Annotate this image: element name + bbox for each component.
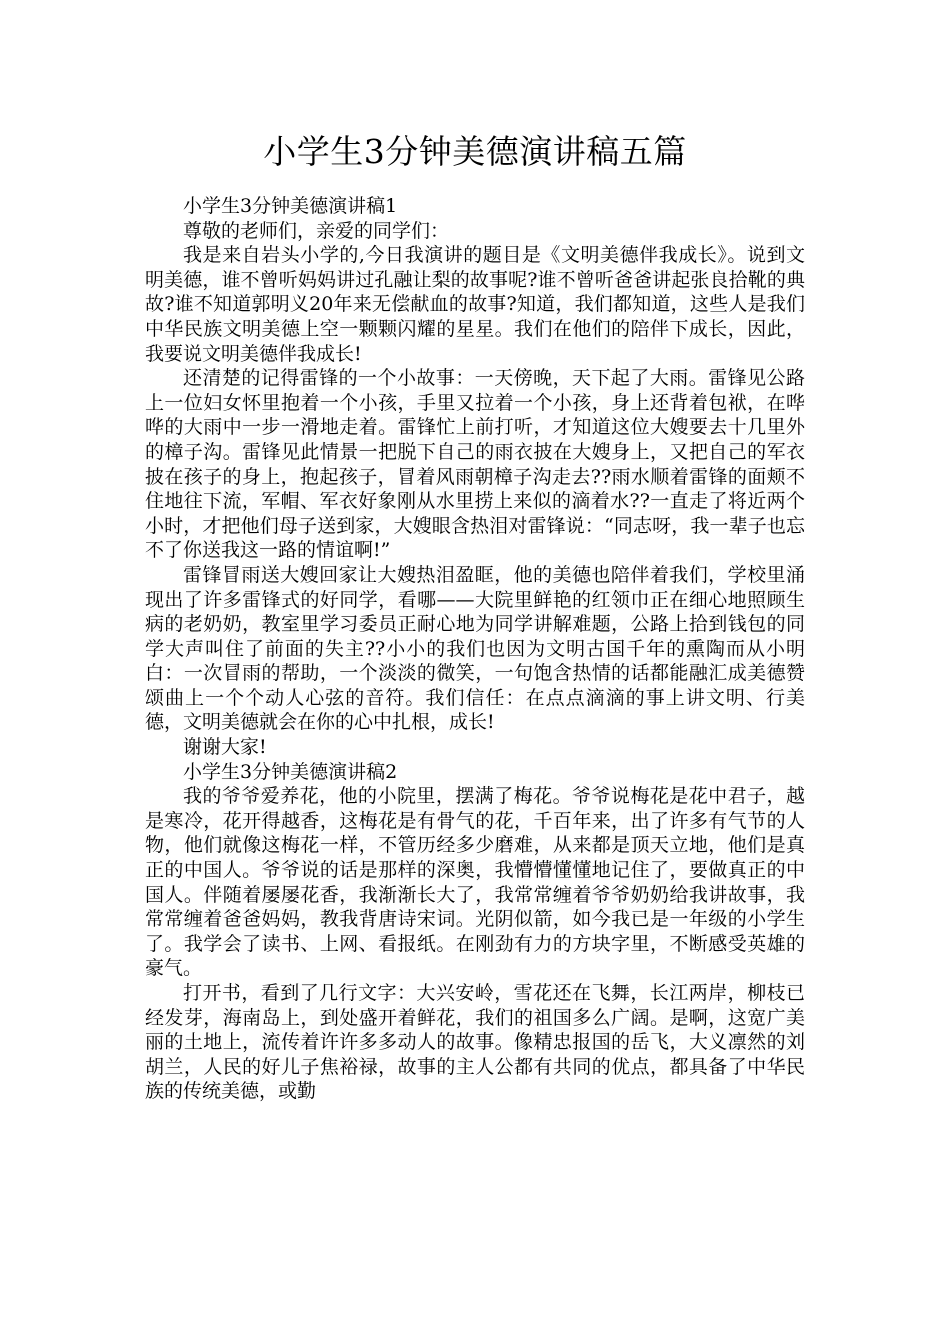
paragraph-school-virtue: 雷锋冒雨送大嫂回家让大嫂热泪盈眶，他的美德也陪伴着我们，学校里涌现出了许多雷锋式的好同学，看哪——大院里鲜艳的红领巾正在细心地照顾生病的老奶奶，教室里学习委员正耐心地为同学讲解难题，公路上拾到钱包的同学大声叫住了前面的失主??小小的我们也因为文明古国千年的熏陶而从小明白：一次冒雨的帮助，一个淡淡的微笑，一句饱含热情的话都能融汇成美德赞颂曲上一个个动人心弦的音符。我们信任：在点点滴滴的事上讲文明、行美德，文明美德就会在你的心中扎根，成长! xyxy=(145,563,805,734)
document-body xyxy=(145,194,805,1104)
paragraph-open-book: 打开书，看到了几行文字：大兴安岭，雪花还在飞舞，长江两岸，柳枝已经发芽，海南岛上，到处盛开着鲜花，我们的祖国多么广阔。是啊，这宽广美丽的土地上，流传着许许多多动人的故事。像精忠报国的岳飞，大义凛然的刘胡兰，人民的好儿子焦裕禄，故事的主人公都有共同的优点，都具备了中华民族的传统美德，或勤 xyxy=(145,982,805,1103)
paragraph-greeting: 尊敬的老师们，亲爱的同学们： xyxy=(183,219,450,242)
paragraph-speech2-heading: 小学生3分钟美德演讲稿2 xyxy=(183,760,398,783)
paragraph-intro: 我是来自岩头小学的,今日我演讲的题目是《文明美德伴我成长》。说到文明美德，谁不曾听妈妈讲过孔融让梨的故事呢?谁不曾听爸爸讲起张良拾靴的典故?谁不知道郭明义20年来无偿献血的故事?知道，我们都知道，这些人是我们中华民族文明美德上空一颗颗闪耀的星星。我们在他们的陪伴下成长，因此，我要说文明美德伴我成长! xyxy=(145,244,805,365)
paragraph-speech1-heading: 小学生3分钟美德演讲稿1 xyxy=(183,195,398,217)
paragraph-grandpa-plum: 我的爷爷爱养花，他的小院里，摆满了梅花。爷爷说梅花是花中君子，越是寒冷，花开得越香，这梅花是有骨气的花，千百年来，出了许多有气节的人物，他们就像这梅花一样，不管历经多少磨难，从来都是顶天立地，他们是真正的中国人。爷爷说的话是那样的深奥，我懵懵懂懂地记住了，要做真正的中国人。伴随着屡屡花香，我渐渐长大了，我常常缠着爷爷奶奶给我讲故事，我常常缠着爸爸妈妈，教我背唐诗宋词。光阴似箭，如今我已是一年级的小学生了。我学会了读书、上网、看报纸。在刚劲有力的方块字里，不断感受英雄的豪气。 xyxy=(145,785,805,980)
document-title: 小学生3分钟美德演讲稿五篇 xyxy=(263,132,687,171)
paragraph-leifeng-story: 还清楚的记得雷锋的一个小故事：一天傍晚，天下起了大雨。雷锋见公路上一位妇女怀里抱着一个小孩，手里又拉着一个小孩，身上还背着包袱，在哗哗的大雨中一步一滑地走着。雷锋忙上前打听，才知道这位大嫂要去十几里外的樟子沟。雷锋见此情景一把脱下自己的雨衣披在大嫂身上，又把自己的军衣披在孩子的身上，抱起孩子，冒着风雨朝樟子沟走去??雨水顺着雷锋的面颊不住地往下流，军帽、军衣好象刚从水里捞上来似的滴着水??一直走了将近两个小时，才把他们母子送到家，大嫂眼含热泪对雷锋说：“同志呀，我一辈子也忘不了你送我这一路的情谊啊!” xyxy=(145,367,805,562)
paragraph-thanks: 谢谢大家! xyxy=(183,736,267,759)
document-page xyxy=(145,0,805,1104)
